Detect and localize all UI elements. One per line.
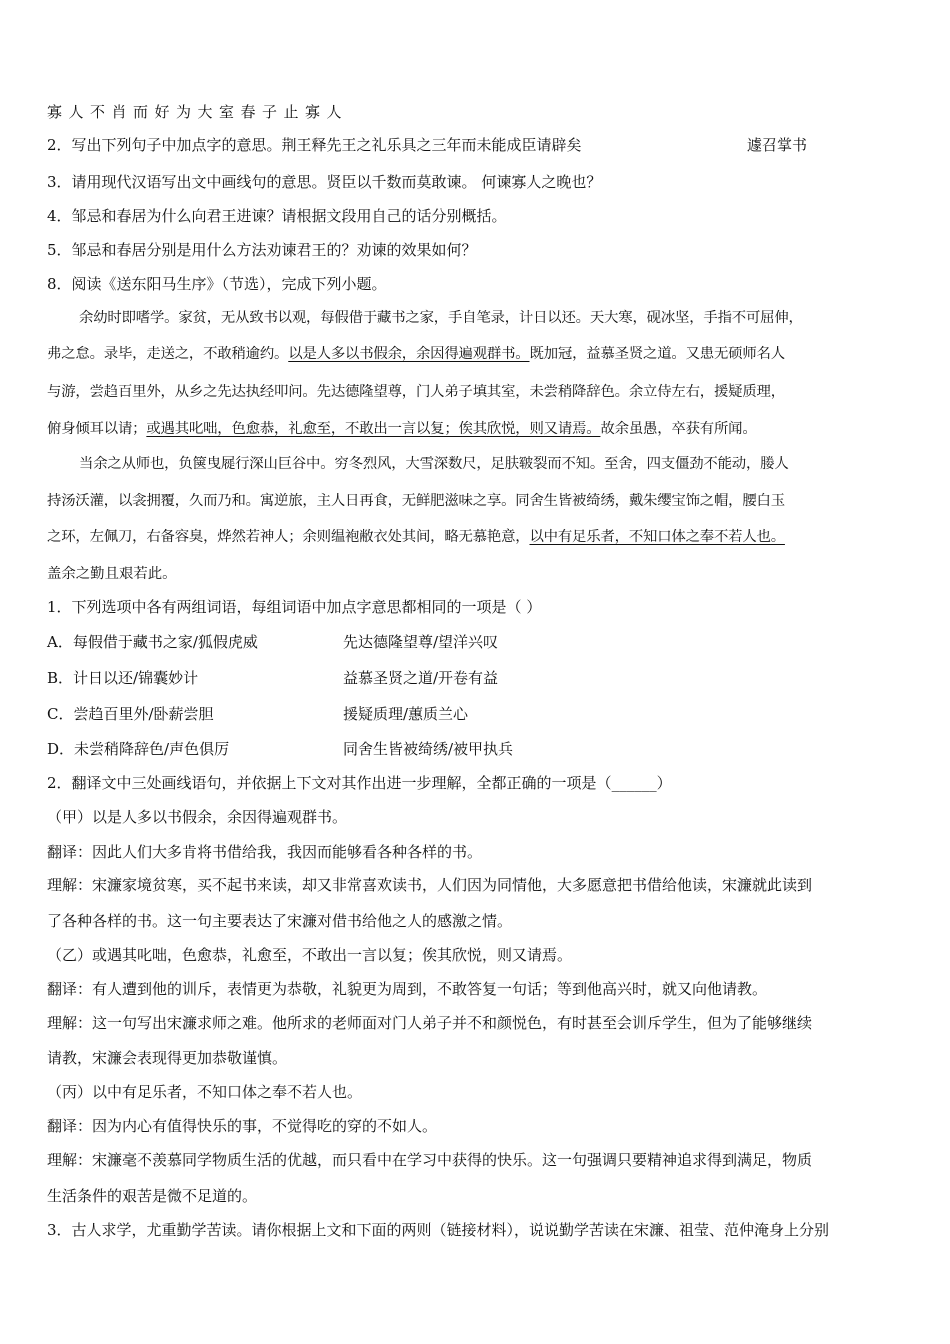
passage-line [47,417,912,441]
question-line [47,1218,912,1242]
text-line [47,100,912,124]
text-span: 遽召掌书 [747,136,808,154]
answer-blank: ______ [611,774,657,792]
answer-line [47,1080,912,1104]
text-span: ） [656,774,672,792]
text-span: 3．请用现代汉语写出文中画线句的意思。贤臣以千数而莫敢谏。 何谏寡人之晚也？ [47,173,602,191]
passage-line [79,452,912,476]
text-span: 翻译：因此人们大多肯将书借给我，我因而能够看各种各样的书。 [47,843,483,861]
text-span: 故余虽愚，卒获有所闻。 [600,421,757,437]
underlined-sentence: 以是人多以书假余，余因得遍观群书。 [288,346,530,362]
text-span: 3．古人求学，尤重勤学苦读。请你根据上文和下面的两则（链接材料），说说勤学苦读在宋濂、祖莹、范仲淹身上分别 [47,1221,830,1239]
text-span: 理解：宋濂毫不羡慕同学物质生活的优越，而只看中在学习中获得的快乐。这一句强调只要精神追求得到满足，物质 [47,1151,813,1169]
passage-line [47,525,912,549]
option-a [47,630,912,654]
text-span: 与游，尝趋百里外，从乡之先达执经叩问。先达德隆望尊，门人弟子填其室，未尝稍降辞色。余立侍左右，援疑质理， [47,384,785,400]
text-span: 援疑质理/蕙质兰心 [343,705,469,723]
text-span: 1．下列选项中各有两组词语，每组词语中加点字意思都相同的一项是（ ） [47,598,542,616]
question-line [47,170,912,194]
answer-line [47,805,912,829]
answer-line [47,873,912,897]
text-span: 5．邹忌和春居分别是用什么方法劝谏君王的？劝谏的效果如何？ [47,241,477,259]
option-d [47,737,912,761]
text-span: （乙）或遇其叱咄，色愈恭，礼愈至，不敢出一言以复；俟其欣悦，则又请焉。 [47,946,573,964]
answer-line [47,1114,912,1138]
text-span: 既加冠，益慕圣贤之道。又患无硕师名人 [529,346,785,362]
question-line [47,771,912,795]
answer-line [47,840,912,864]
text-span: （甲）以是人多以书假余，余因得遍观群书。 [47,808,348,826]
text-span: 益慕圣贤之道/开卷有益 [343,669,499,687]
text-span: 2．写出下列句子中加点字的意思。荆王释先王之礼乐具之三年而未能成臣请辟矣 [47,136,582,154]
text-span: 了各种各样的书。这一句主要表达了宋濂对借书给他之人的感激之情。 [47,912,513,930]
passage-line [47,562,912,586]
answer-line [47,1046,912,1070]
option-b [47,666,912,690]
text-span: 理解：宋濂家境贫寒，买不起书来读，却又非常喜欢读书，人们因为同情他，大多愿意把书借给他读，宋濂就此读到 [47,876,813,894]
text-span: 寡人不肖而好为大室春子止寡人 [47,103,349,121]
text-span: 余幼时即嗜学。家贫，无从致书以观，每假借于藏书之家，手自笔录，计日以还。天大寒，砚冰坚，手指不可屈伸， [79,310,803,326]
answer-line [47,1184,912,1208]
option-c [47,702,912,726]
question-line [47,595,912,619]
text-span: D．未尝稍降辞色/声色俱厉 [47,740,230,758]
passage-line [47,489,912,513]
text-span: 请教，宋濂会表现得更加恭敬谨慎。 [47,1049,288,1067]
text-span: 盖余之勤且艰若此。 [47,566,177,582]
answer-line [47,977,912,1001]
text-span: 俯身倾耳以请； [47,421,147,437]
text-span: 翻译：因为内心有值得快乐的事，不觉得吃的穿的不如人。 [47,1117,438,1135]
text-span: 先达德隆望尊/望洋兴叹 [343,633,499,651]
text-span: C．尝趋百里外/卧薪尝胆 [47,705,214,723]
text-span: 当余之从师也，负箧曳屣行深山巨谷中。穷冬烈风，大雪深数尺，足肤皲裂而不知。至舍，四支僵劲不能动，媵人 [79,456,789,472]
text-span: （丙）以中有足乐者，不知口体之奉不若人也。 [47,1083,363,1101]
text-span: B．计日以还/锦囊妙计 [47,669,199,687]
answer-line [47,1011,912,1035]
text-span: 弗之怠。录毕，走送之，不敢稍逾约。 [47,346,289,362]
passage-line [79,306,912,330]
answer-line [47,1148,912,1172]
text-span: A．每假借于藏书之家/狐假虎威 [47,633,258,651]
text-span: 理解：这一句写出宋濂求师之难。他所求的老师面对门人弟子并不和颜悦色，有时甚至会训斥学生，但为了能够继续 [47,1014,813,1032]
section-heading [47,272,912,296]
text-span: 4．邹忌和春居为什么向君王进谏？请根据文段用自己的话分别概括。 [47,207,507,225]
text-span: 持汤沃灌，以衾拥覆，久而乃和。寓逆旅，主人日再食，无鲜肥滋味之享。同舍生皆被绮绣，戴朱缨宝饰之帽，腰白玉 [47,493,785,509]
text-span: 之环，左佩刀，右备容臭，烨然若神人；余则缊袍敝衣处其间，略无慕艳意， [47,529,530,545]
question-line [47,133,912,157]
text-span: 同舍生皆被绮绣/被甲执兵 [343,740,514,758]
passage-line [47,342,912,366]
underlined-sentence: 以中有足乐者，不知口体之奉不若人也。 [529,529,785,545]
underlined-sentence: 或遇其叱咄，色愈恭，礼愈至，不敢出一言以复；俟其欣悦，则又请焉。 [146,421,601,437]
text-span: 翻译：有人遭到他的训斥，表情更为恭敬，礼貌更为周到，不敢答复一句话；等到他高兴时，就又向他请教。 [47,980,768,998]
text-span: 8．阅读《送东阳马生序》（节选），完成下列小题。 [47,275,387,293]
question-line [47,238,912,262]
text-span: 2．翻译文中三处画线语句，并依据上下文对其作出进一步理解，全都正确的一项是（ [47,774,612,792]
text-span: 生活条件的艰苦是微不足道的。 [47,1187,258,1205]
answer-line [47,943,912,967]
question-line [47,204,912,228]
passage-line [47,380,912,404]
answer-line [47,909,912,933]
